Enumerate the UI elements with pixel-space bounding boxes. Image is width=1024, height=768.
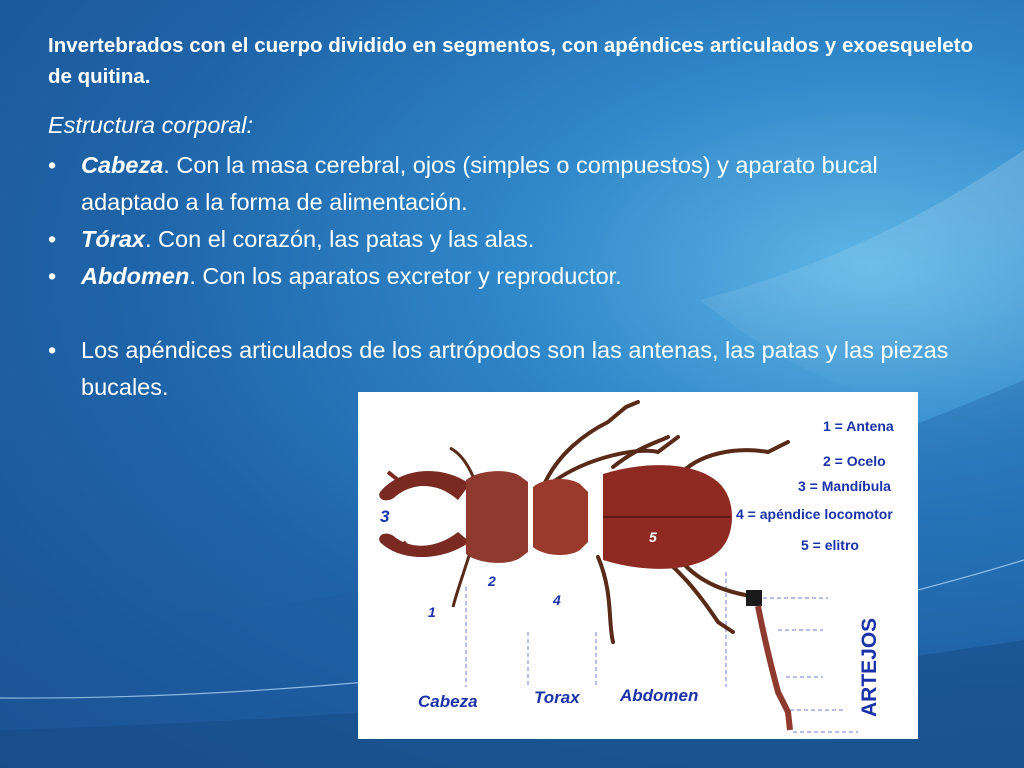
bullet-term: Cabeza	[81, 152, 164, 178]
bullet-icon: •	[48, 152, 57, 178]
number-label: 1	[428, 604, 436, 620]
slide-title: Invertebrados con el cuerpo dividido en segmentos, con apéndices articulados y exoesqueleto de quitina.	[48, 34, 974, 88]
bullet-icon: •	[48, 226, 57, 252]
region-label-cabeza: Cabeza	[418, 692, 478, 711]
region-label-torax: Torax	[534, 688, 580, 707]
bullet-term: Tórax	[81, 226, 145, 252]
number-label: 5	[649, 529, 657, 545]
number-label: 3	[380, 507, 390, 526]
legend-item: 3 = Mandíbula	[798, 478, 891, 494]
section-subheading: Estructura corporal:	[48, 112, 254, 138]
bullet-cabeza	[48, 147, 978, 221]
bullet-list	[48, 147, 978, 406]
region-label-abdomen: Abdomen	[620, 686, 699, 705]
legend-item: 2 = Ocelo	[823, 453, 886, 469]
bullet-text: . Con la masa cerebral, ojos (simples o compuestos) y aparato bucal adaptado a la forma de alimentación.	[81, 152, 878, 215]
bullet-term: Abdomen	[81, 263, 190, 289]
artejos-label: ARTEJOS	[858, 617, 881, 717]
legend-item: 1 = Antena	[823, 418, 894, 434]
beetle-diagram	[358, 392, 918, 739]
bullet-torax	[48, 221, 978, 258]
legend-item: 5 = elitro	[801, 537, 859, 553]
number-label: 2	[488, 573, 496, 589]
number-label: 4	[553, 592, 561, 608]
bullet-icon: •	[48, 337, 57, 363]
bullet-text: . Con el corazón, las patas y las alas.	[145, 226, 535, 252]
bullet-icon: •	[48, 263, 57, 289]
legend-item: 4 = apéndice locomotor	[736, 506, 893, 522]
bullet-abdomen	[48, 258, 978, 295]
bullet-spacer	[48, 295, 978, 332]
bullet-text: Los apéndices articulados de los artrópodos son las antenas, las patas y las piezas bucales.	[81, 337, 949, 400]
bullet-text: . Con los aparatos excretor y reproductor.	[189, 263, 622, 289]
